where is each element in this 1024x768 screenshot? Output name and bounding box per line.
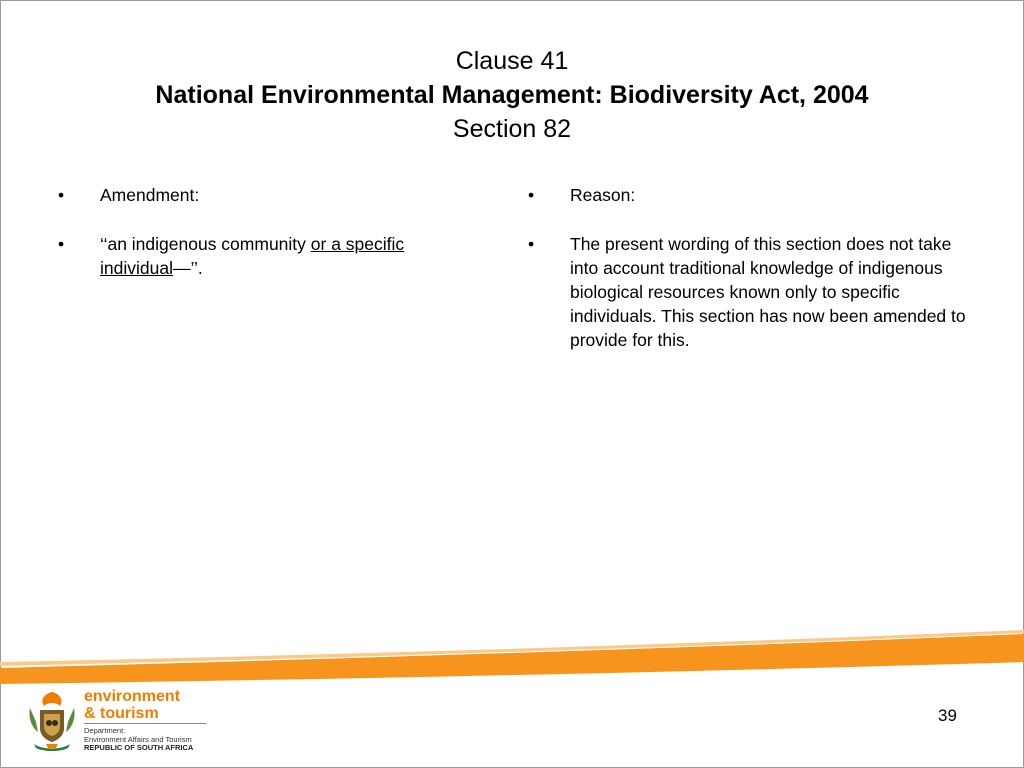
list-item bbox=[528, 232, 968, 352]
dept-line-2: Environment Affairs and Tourism bbox=[84, 734, 192, 744]
amendment-quote-prefix: ‘‘an indigenous community bbox=[100, 234, 311, 254]
title-act: National Environmental Management: Biodiversity Act, 2004 bbox=[155, 81, 869, 109]
amendment-text bbox=[100, 232, 458, 280]
bullet-icon: • bbox=[528, 185, 535, 205]
amendment-column bbox=[58, 183, 458, 305]
title-clause: Clause 41 bbox=[455, 47, 569, 75]
dept-line-1: Department: bbox=[84, 726, 126, 735]
reason-text: The present wording of this section does not take into account traditional knowledge of indigenous biological resources known only to specific individuals. This section has now been amended to provide for this. bbox=[570, 234, 966, 350]
title-section: Section 82 bbox=[452, 115, 572, 143]
amendment-heading: Amendment: bbox=[100, 185, 200, 205]
reason-column bbox=[528, 183, 968, 377]
list-item bbox=[58, 232, 458, 280]
orange-swoosh-stripe bbox=[0, 620, 1024, 690]
bullet-icon: • bbox=[528, 234, 535, 254]
bullet-icon: • bbox=[58, 234, 65, 254]
brand-divider bbox=[84, 723, 206, 724]
list-item bbox=[528, 183, 968, 207]
amendment-quote-suffix: —’’. bbox=[172, 258, 203, 278]
brand-environment: environment bbox=[84, 688, 181, 705]
bullet-icon: • bbox=[58, 185, 65, 205]
department-label bbox=[84, 727, 193, 753]
slide-title bbox=[0, 44, 1024, 146]
amendment-underlined-1: or a specific bbox=[310, 234, 405, 254]
page-number: 39 bbox=[938, 706, 957, 725]
list-item bbox=[58, 183, 458, 207]
coat-of-arms-icon bbox=[22, 688, 82, 754]
brand-tourism: & tourism bbox=[84, 705, 159, 722]
dept-line-3: REPUBLIC OF SOUTH AFRICA bbox=[84, 743, 194, 752]
reason-heading: Reason: bbox=[570, 185, 636, 205]
amendment-underlined-2: individual bbox=[100, 258, 173, 278]
